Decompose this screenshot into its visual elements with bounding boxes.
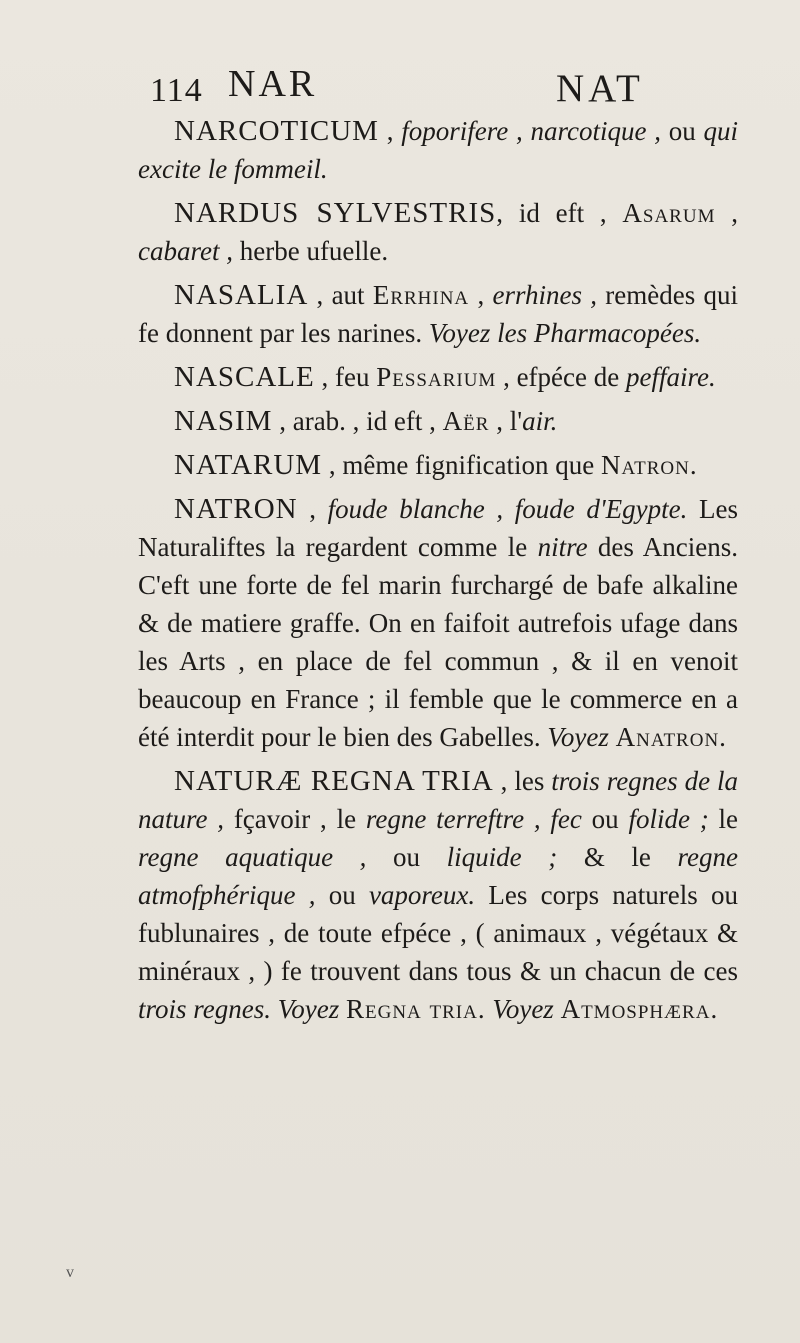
headword: NARDUS SYLVESTRIS [174,197,497,229]
stray-margin-mark: v [66,1264,74,1281]
headword: NASIM [174,405,273,437]
dictionary-text [138,112,738,1030]
right-guide-word: NAT [556,67,644,110]
left-guide-word: NAR [228,63,318,105]
headword: NATRON [174,493,298,525]
entry-nasalia: NASALIA , aut Errhina , errhines , remèdes qui fe donnent par les narines. Voyez les Pharmacopées. [138,279,738,348]
entry-nasim: NASIM , arab. , id eft , Aër , l'air. [174,405,558,437]
entry-natarum: NATARUM , même fignification que Natron. [174,449,698,481]
entry-natron: NATRON , foude blanche , foude d'Egypte. Les Naturaliftes la regardent comme le nitre des Anciens. C'eft une forte de fel marin furchargé de bafe alkaline & de matiere graffe. On en faifoit autrefois ufage dans les Arts , en place de fel commun , & il en venoit beaucoup en France ; il femble que le commerce en a été interdit pour le bien des Gabelles. Voyez Anatron. [138,493,739,752]
headword: NARCOTICUM [174,115,379,147]
entry-naturae-regna-tria: NATURÆ REGNA TRIA , les trois regnes de la nature , fçavoir , le regne terreftre , fec ou folide ; le regne aquatique , ou liquide ; & le regne atmofphérique , ou vaporeux. Les corps naturels ou fublunaires , de toute efpéce , ( animaux , végétaux & minéraux , ) fe trouvent dans tous & un chacun de ces trois regnes. Voyez Regna tria. Voyez Atmosphæra. [138,765,739,1024]
entry-narcoticum: NARCOTICUM , foporifere , narcotique , ou qui excite le fommeil. [138,115,738,184]
headword: NATURÆ REGNA TRIA [174,765,494,797]
headword: NASALIA [174,279,309,311]
headword: NASCALE [174,361,315,393]
headword: NATARUM [174,449,323,481]
page-number: 114 [150,72,203,109]
entry-nardus-sylvestris: NARDUS SYLVESTRIS, id eft , Asarum , cabaret , herbe ufuelle. [138,197,738,266]
running-header [150,58,670,108]
entry-nascale: NASCALE , feu Pessarium , efpéce de peffaire. [174,361,716,393]
